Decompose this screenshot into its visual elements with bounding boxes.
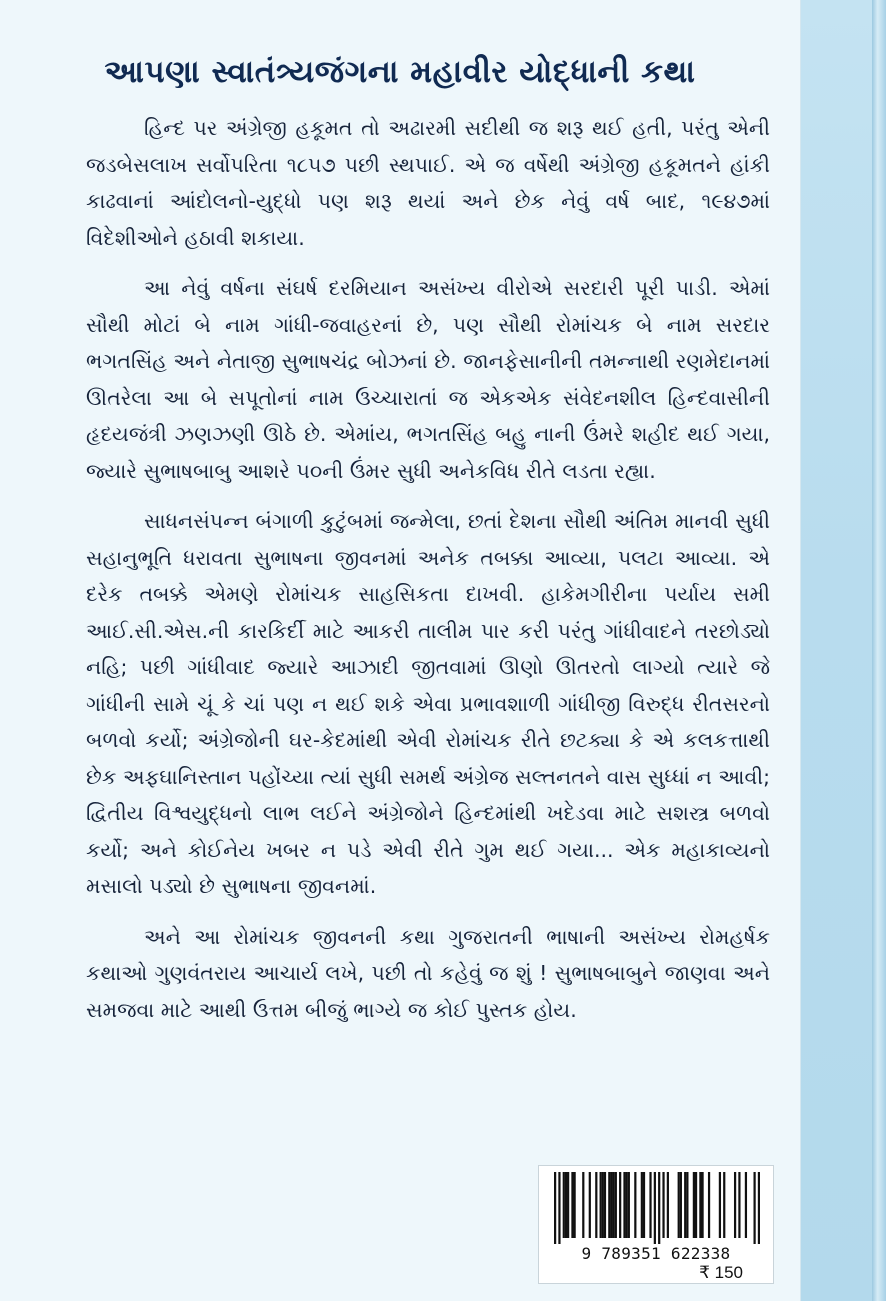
barcode-bar [649, 1172, 651, 1238]
blurb-title: આપણા સ્વાતંત્ર્યજંગના મહાવીર યોદ્ધાની કથા [104, 54, 696, 90]
barcode-bar [738, 1172, 740, 1238]
book-spine-edge [872, 0, 886, 1301]
barcode-bar [582, 1172, 584, 1238]
isbn-number: 9 789351 622338 [581, 1244, 731, 1263]
barcode-bar [595, 1172, 597, 1238]
barcode-bar [753, 1172, 755, 1244]
blurb-paragraph-1: હિન્દ પર અંગ્રેજી હકૂમત તો અઢારમી સદીથી જ શરૂ થઈ હતી, પરંતુ એની જડબેસલાખ સર્વોપરિતા ૧૮૫૭ પછી સ્થપાઈ. એ જ વર્ષેથી અંગ્રેજી હકૂમતને હાંકી કાઢવાનાં આંદોલનો-યુદ્ધો પણ શરૂ થયાં અને છેક નેવું વર્ષ બાદ, ૧૯૪૭માં વિદેશીઓને હઠાવી શકાયા. [86, 116, 770, 250]
barcode-bar [701, 1172, 703, 1238]
blurb-body [86, 110, 770, 1042]
barcode-bar [734, 1172, 736, 1238]
barcode-bar [684, 1172, 686, 1238]
barcode-bar [699, 1172, 701, 1238]
barcode-bar [554, 1172, 556, 1244]
barcode-bar [641, 1172, 643, 1238]
barcode-bar [610, 1172, 612, 1238]
barcode-bar [708, 1172, 710, 1238]
barcode-bar [654, 1172, 656, 1244]
barcode-bar [571, 1172, 573, 1238]
barcode-bar [615, 1172, 617, 1238]
barcode-bar [686, 1172, 688, 1238]
barcode-bar [693, 1172, 695, 1238]
barcode-bar [589, 1172, 591, 1238]
barcode-bar [719, 1172, 721, 1238]
barcode-bar [662, 1172, 664, 1238]
barcode-bar [602, 1172, 604, 1238]
barcode-bar [567, 1172, 569, 1238]
barcode-bar [658, 1172, 660, 1244]
barcode-bar [678, 1172, 680, 1238]
barcode-bar [745, 1172, 747, 1238]
blurb-paragraph-2: આ નેવું વર્ષના સંઘર્ષ દરમિયાન અસંખ્ય વીરોએ સરદારી પૂરી પાડી. એમાં સૌથી મોટાં બે નામ ગાંધી-જવાહરનાં છે, પણ સૌથી રોમાંચક બે નામ સરદાર ભગતસિંહ અને નેતાજી સુભાષચંદ્ર બોઝનાં છે. જાનફેસાનીની તમન્નાથી રણમેદાનમાં ઊતરેલા આ બે સપૂતોનાં નામ ઉચ્ચારાતાં જ એકએક સંવેદનશીલ હિન્દવાસીની હૃદયજંત્રી ઝણઝણી ઊઠે છે. એમાંય, ભગતસિંહ બહુ નાની ઉંમરે શહીદ થઈ ગયા, જ્યારે સુભાષબાબુ આશરે ૫૦ની ઉંમર સુધી અનેકવિધ રીતે લડતા રહ્યા. [86, 276, 770, 483]
barcode-bar [619, 1172, 621, 1238]
barcode-bar [695, 1172, 697, 1238]
barcode-bars [554, 1172, 760, 1244]
barcode-bar [667, 1172, 669, 1238]
price-label: ₹ 150 [699, 1263, 743, 1282]
barcode-bar [723, 1172, 725, 1238]
barcode-bar [565, 1172, 567, 1238]
barcode-bar [626, 1172, 628, 1238]
barcode-bar [628, 1172, 630, 1238]
barcode-bar [680, 1172, 682, 1238]
barcode-bar [643, 1172, 645, 1238]
barcode-bar [574, 1172, 576, 1238]
barcode-bar [608, 1172, 610, 1238]
barcode-bar [623, 1172, 625, 1238]
barcode-bar [634, 1172, 636, 1238]
barcode-bar [758, 1172, 760, 1244]
barcode-bar [558, 1172, 560, 1244]
barcode-bar [604, 1172, 606, 1238]
blurb-paragraph-4: અને આ રોમાંચક જીવનની કથા ગુજરાતની ભાષાની અસંખ્ય રોમહર્ષક કથાઓ ગુણવંતરાય આચાર્ય લખે, પછી તો કહેવું જ શું ! સુભાષબાબુને જાણવા અને સમજવા માટે આથી ઉત્તમ બીજું ભાગ્યે જ કોઈ પુસ્તક હોય. [86, 924, 770, 1022]
barcode-label [538, 1165, 774, 1284]
barcode-bar [600, 1172, 602, 1238]
barcode-bar [613, 1172, 615, 1238]
blurb-paragraph-3: સાધનસંપન્ન બંગાળી કુટુંબમાં જન્મેલા, છતાં દેશના સૌથી અંતિમ માનવી સુધી સહાનુભૂતિ ધરાવતા સુભાષના જીવનમાં અનેક તબક્કા આવ્યા, પલટા આવ્યા. એ દરેક તબક્કે એમણે રોમાંચક સાહસિકતા દાખવી. હાકેમગીરીના પર્યાય સમી આઈ.સી.એસ.ની કારકિર્દી માટે આકરી તાલીમ પાર કરી પરંતુ ગાંધીવાદને તરછોડ્યો નહિ; પછી ગાંધીવાદ જ્યારે આઝાદી જીતવામાં ઊણો ઊતરતો લાગ્યો ત્યારે જે ગાંધીની સામે ચૂં કે ચાં પણ ન થઈ શકે એવા પ્રભાવશાળી ગાંધીજી વિરુદ્ધ રીતસરનો બળવો કર્યો; અંગ્રેજોની ઘર-કેદમાંથી એવી રોમાંચક રીતે છટક્યા કે એ કલકત્તાથી છેક અફઘાનિસ્તાન પહોંચ્યા ત્યાં સુધી સમર્થ અંગ્રેજ સલ્તનતને વાસ સુધ્ધાં ન આવી; દ્વિતીય વિશ્વયુદ્ધનો લાભ લઈને અંગ્રેજોને હિન્દમાંથી ખદેડવા માટે સશસ્ત્ર બળવો કર્યો; અને કોઈનેય ખબર ન પડે એવી રીતે ગુમ થઈ ગયા... એક મહાકાવ્યનો મસાલો પડ્યો છે સુભાષના જીવનમાં. [86, 509, 770, 898]
barcode-bar [563, 1172, 565, 1238]
